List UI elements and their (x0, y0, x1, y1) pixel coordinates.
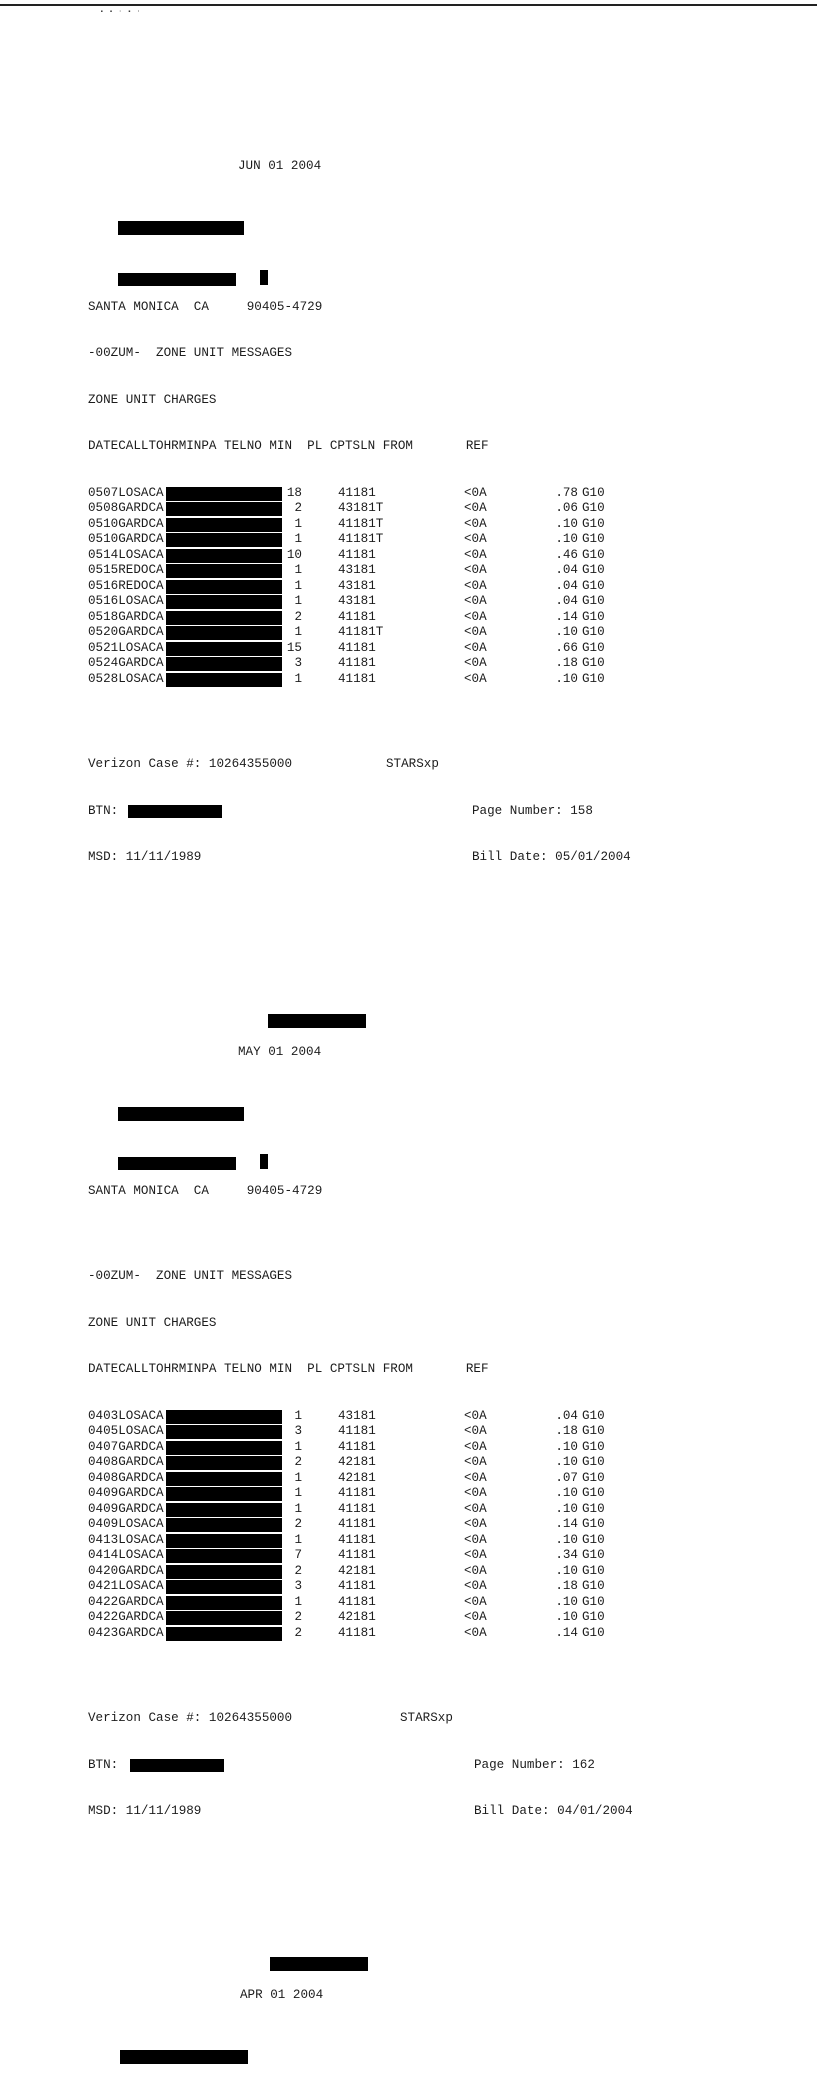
row-class: G10 (582, 1439, 605, 1454)
system-name: STARSxp (386, 757, 439, 771)
row-class: G10 (582, 563, 605, 577)
row-minutes: 2 (294, 1625, 302, 1640)
row-amount: .18 (555, 656, 578, 670)
row-cptsln: 42181 (338, 1610, 376, 1624)
row-ref: <0A (464, 1439, 487, 1454)
row-minutes: 1 (294, 671, 302, 686)
row-class: G10 (582, 1625, 605, 1640)
row-amount: .34 (555, 1548, 578, 1562)
row-ref: <0A (464, 594, 487, 608)
table-row (88, 594, 808, 610)
row-code: 0518GARDCA (88, 609, 164, 624)
row-ref: <0A (464, 516, 487, 531)
row-code: 0409LOSACA (88, 1517, 164, 1531)
row-ref: <0A (464, 532, 487, 546)
row-class: G10 (582, 1563, 605, 1578)
section3-date: APR 01 2004 (240, 1988, 324, 2002)
row-class: G10 (582, 594, 605, 608)
section1-columns: DATECALLTOHRMINPA TELNO MIN PL CPTSLN FROM REF (88, 439, 489, 453)
row-code: 0413LOSACA (88, 1532, 164, 1547)
redacted-address (118, 273, 236, 286)
section2-date: MAY 01 2004 (238, 1045, 322, 1059)
row-minutes: 1 (294, 1501, 302, 1516)
row-class: G10 (582, 1486, 605, 1500)
row-amount: .07 (555, 1470, 578, 1485)
row-amount: .18 (555, 1424, 578, 1438)
redacted-telno (166, 1456, 282, 1470)
redacted-telno (166, 1611, 282, 1625)
case-number: Verizon Case #: 10264355000 (88, 757, 293, 771)
row-cptsln: 41181T (338, 516, 384, 531)
row-code: 0516REDOCA (88, 578, 164, 593)
row-amount: .78 (555, 485, 578, 500)
row-amount: .18 (555, 1579, 578, 1593)
redacted-telno (166, 1549, 282, 1563)
table-row (88, 1455, 808, 1471)
redacted-telno (166, 564, 282, 578)
top-edge-line (0, 4, 817, 6)
row-minutes: 3 (294, 1579, 302, 1593)
row-amount: .14 (555, 1625, 578, 1640)
redacted-telno (166, 1627, 282, 1641)
row-amount: .14 (555, 609, 578, 624)
row-code: 0515REDOCA (88, 563, 164, 577)
row-amount: .10 (555, 516, 578, 531)
row-amount: .14 (555, 1517, 578, 1531)
row-ref: <0A (464, 1408, 487, 1423)
table-row (88, 1610, 808, 1626)
section2-header2: ZONE UNIT CHARGES (88, 1315, 217, 1330)
row-cptsln: 41181 (338, 640, 376, 655)
row-code: 0514LOSACA (88, 547, 164, 562)
redacted-telno (166, 1534, 282, 1548)
row-class: G10 (582, 609, 605, 624)
row-minutes: 1 (294, 1486, 302, 1500)
btn-label: BTN: (88, 1757, 119, 1772)
billing-page (88, 97, 808, 2066)
row-class: G10 (582, 547, 605, 562)
table-row (88, 563, 808, 579)
page-number: Page Number: 162 (474, 1757, 595, 1772)
redacted-telno (166, 1441, 282, 1455)
row-minutes: 2 (294, 1455, 302, 1469)
row-minutes: 1 (294, 594, 302, 608)
section1-footer-row3 (88, 850, 808, 866)
row-minutes: 1 (294, 1594, 302, 1609)
row-code: 0423GARDCA (88, 1625, 164, 1640)
row-cptsln: 41181 (338, 1439, 376, 1454)
btn-label: BTN: (88, 803, 119, 818)
row-code: 0422GARDCA (88, 1610, 164, 1624)
table-row (88, 1471, 808, 1487)
row-ref: <0A (464, 563, 487, 577)
table-row (88, 1424, 808, 1440)
page-number: Page Number: 158 (472, 803, 593, 818)
redacted-telno (166, 1596, 282, 1610)
redacted-telno (166, 611, 282, 625)
table-row (88, 672, 808, 688)
redacted-telno (166, 642, 282, 656)
row-minutes: 2 (294, 1563, 302, 1578)
table-row (88, 1517, 808, 1533)
row-code: 0421LOSACA (88, 1579, 164, 1593)
scan-specks: ▪ ▪ · ▪ · (100, 8, 142, 15)
table-row (88, 501, 808, 517)
redacted-btn (128, 805, 222, 818)
row-code: 0408GARDCA (88, 1455, 164, 1469)
row-ref: <0A (464, 1594, 487, 1609)
table-row (88, 579, 808, 595)
row-minutes: 2 (294, 1610, 302, 1624)
row-amount: .66 (555, 640, 578, 655)
row-class: G10 (582, 1455, 605, 1469)
section2-columns: DATECALLTOHRMINPA TELNO MIN PL CPTSLN FROM REF (88, 1362, 489, 1376)
row-cptsln: 41181 (338, 1594, 376, 1609)
section2-footer-row2 (88, 1758, 808, 1774)
row-class: G10 (582, 1501, 605, 1516)
row-code: 0516LOSACA (88, 594, 164, 608)
table-row (88, 610, 808, 626)
row-class: G10 (582, 1517, 605, 1531)
row-class: G10 (582, 1594, 605, 1609)
row-class: G10 (582, 640, 605, 655)
row-amount: .10 (555, 1439, 578, 1454)
row-minutes: 1 (294, 1532, 302, 1547)
row-minutes: 3 (294, 1424, 302, 1438)
redacted-telno (166, 1503, 282, 1517)
redacted-telno (166, 1565, 282, 1579)
redacted-name (118, 1107, 244, 1121)
redacted-telno (166, 1410, 282, 1424)
row-amount: .10 (555, 671, 578, 686)
row-minutes: 2 (294, 609, 302, 624)
section1-date: JUN 01 2004 (238, 159, 322, 173)
row-class: G10 (582, 578, 605, 593)
row-amount: .10 (555, 1501, 578, 1516)
row-class: G10 (582, 1470, 605, 1485)
row-ref: <0A (464, 1610, 487, 1624)
row-minutes: 3 (294, 656, 302, 670)
row-cptsln: 41181 (338, 1579, 376, 1593)
row-code: 0420GARDCA (88, 1563, 164, 1578)
table-row (88, 625, 808, 641)
row-code: 0528LOSACA (88, 671, 164, 686)
row-class: G10 (582, 625, 605, 639)
row-code: 0510GARDCA (88, 532, 164, 546)
row-cptsln: 41181 (338, 609, 376, 624)
section1-header1: -00ZUM- ZONE UNIT MESSAGES (88, 346, 293, 360)
bill-date: Bill Date: 05/01/2004 (472, 850, 631, 864)
row-cptsln: 42181 (338, 1563, 376, 1578)
row-amount: .04 (555, 578, 578, 593)
redacted-telno (166, 1518, 282, 1532)
row-cptsln: 41181T (338, 625, 384, 639)
row-ref: <0A (464, 1625, 487, 1640)
row-ref: <0A (464, 1517, 487, 1531)
row-ref: <0A (464, 1424, 487, 1438)
row-code: 0408GARDCA (88, 1470, 164, 1485)
section2-table (88, 1409, 808, 1642)
row-amount: .10 (555, 532, 578, 546)
row-minutes: 2 (294, 501, 302, 515)
row-code: 0508GARDCA (88, 501, 164, 515)
section1-table (88, 486, 808, 688)
row-amount: .06 (555, 501, 578, 515)
redacted-telno (166, 502, 282, 516)
row-ref: <0A (464, 1532, 487, 1547)
row-code: 0414LOSACA (88, 1548, 164, 1562)
row-class: G10 (582, 656, 605, 670)
row-cptsln: 43181 (338, 563, 376, 577)
section1-address: SANTA MONICA CA 90405-4729 (88, 299, 323, 314)
row-amount: .10 (555, 1532, 578, 1547)
row-minutes: 10 (286, 547, 302, 562)
redacted-telno (166, 487, 282, 501)
table-row (88, 1595, 808, 1611)
row-cptsln: 42181 (338, 1470, 376, 1485)
table-row (88, 548, 808, 564)
row-ref: <0A (464, 1563, 487, 1578)
system-name: STARSxp (400, 1711, 453, 1725)
table-row (88, 1533, 808, 1549)
row-ref: <0A (464, 625, 487, 639)
section2-address: SANTA MONICA CA 90405-4729 (88, 1183, 323, 1198)
row-class: G10 (582, 516, 605, 531)
row-cptsln: 41181 (338, 671, 376, 686)
row-class: G10 (582, 485, 605, 500)
row-code: 0403LOSACA (88, 1408, 164, 1423)
redacted-mark (260, 270, 268, 285)
row-code: 0524GARDCA (88, 656, 164, 670)
row-class: G10 (582, 1610, 605, 1624)
row-ref: <0A (464, 1548, 487, 1562)
row-cptsln: 41181 (338, 1517, 376, 1531)
row-cptsln: 41181 (338, 1625, 376, 1640)
row-ref: <0A (464, 609, 487, 624)
section2-footer-row3 (88, 1804, 808, 1820)
row-amount: .46 (555, 547, 578, 562)
row-amount: .10 (555, 1455, 578, 1469)
row-ref: <0A (464, 1486, 487, 1500)
redacted-name (118, 221, 244, 235)
row-cptsln: 42181 (338, 1455, 376, 1469)
row-ref: <0A (464, 640, 487, 655)
row-minutes: 2 (294, 1517, 302, 1531)
row-minutes: 1 (294, 1470, 302, 1485)
row-cptsln: 41181 (338, 1548, 376, 1562)
row-amount: .04 (555, 594, 578, 608)
row-ref: <0A (464, 578, 487, 593)
row-class: G10 (582, 671, 605, 686)
row-ref: <0A (464, 1579, 487, 1593)
row-code: 0510GARDCA (88, 516, 164, 531)
row-amount: .10 (555, 1486, 578, 1500)
row-cptsln: 43181 (338, 1408, 376, 1423)
row-minutes: 1 (294, 563, 302, 577)
row-cptsln: 41181 (338, 1424, 376, 1438)
redacted-telno (166, 1472, 282, 1486)
table-row (88, 1626, 808, 1642)
row-cptsln: 41181 (338, 1501, 376, 1516)
section1-footer-row2 (88, 804, 808, 820)
table-row (88, 1440, 808, 1456)
table-row (88, 641, 808, 657)
row-cptsln: 43181 (338, 594, 376, 608)
row-minutes: 18 (286, 485, 302, 500)
redacted-telno (166, 657, 282, 671)
row-cptsln: 41181 (338, 1486, 376, 1500)
row-ref: <0A (464, 1455, 487, 1469)
row-amount: .04 (555, 1408, 578, 1423)
msd: MSD: 11/11/1989 (88, 850, 202, 864)
table-row (88, 1409, 808, 1425)
row-minutes: 15 (286, 640, 302, 655)
redacted-btn (130, 1759, 224, 1772)
section1-header2: ZONE UNIT CHARGES (88, 392, 217, 407)
row-code: 0409GARDCA (88, 1486, 164, 1500)
redacted-telno (166, 533, 282, 547)
row-code: 0405LOSACA (88, 1424, 164, 1438)
row-amount: .10 (555, 1563, 578, 1578)
row-code: 0422GARDCA (88, 1594, 164, 1609)
row-code: 0521LOSACA (88, 640, 164, 655)
row-amount: .10 (555, 1610, 578, 1624)
row-minutes: 1 (294, 1439, 302, 1454)
row-cptsln: 41181T (338, 532, 384, 546)
row-cptsln: 41181 (338, 1532, 376, 1547)
redacted-telno (166, 1580, 282, 1594)
row-code: 0520GARDCA (88, 625, 164, 639)
table-row (88, 532, 808, 548)
table-row (88, 656, 808, 672)
case-number: Verizon Case #: 10264355000 (88, 1711, 293, 1725)
row-minutes: 1 (294, 1408, 302, 1423)
redacted-telno (166, 595, 282, 609)
row-ref: <0A (464, 1470, 487, 1485)
row-cptsln: 43181T (338, 501, 384, 515)
redacted-name (270, 1957, 368, 1971)
redacted-telno (166, 1425, 282, 1439)
redacted-telno (166, 518, 282, 532)
table-row (88, 1579, 808, 1595)
table-row (88, 1486, 808, 1502)
row-class: G10 (582, 1424, 605, 1438)
row-class: G10 (582, 1579, 605, 1593)
section1-footer-row1 (88, 757, 808, 773)
row-minutes: 1 (294, 532, 302, 546)
row-class: G10 (582, 1548, 605, 1562)
redacted-address (118, 1157, 236, 1170)
row-amount: .04 (555, 563, 578, 577)
row-ref: <0A (464, 501, 487, 515)
row-ref: <0A (464, 656, 487, 670)
row-amount: .10 (555, 1594, 578, 1609)
row-ref: <0A (464, 547, 487, 562)
row-ref: <0A (464, 485, 487, 500)
row-minutes: 1 (294, 516, 302, 531)
redacted-telno (166, 673, 282, 687)
table-row (88, 1548, 808, 1564)
redacted-mark (260, 1154, 268, 1169)
row-minutes: 7 (294, 1548, 302, 1562)
row-minutes: 1 (294, 625, 302, 639)
msd: MSD: 11/11/1989 (88, 1804, 202, 1818)
table-row (88, 486, 808, 502)
row-code: 0507LOSACA (88, 485, 164, 500)
redacted-telno (166, 626, 282, 640)
row-ref: <0A (464, 671, 487, 686)
redacted-name (120, 2050, 248, 2064)
bill-date: Bill Date: 04/01/2004 (474, 1804, 633, 1818)
redacted-name (268, 1014, 366, 1028)
row-minutes: 1 (294, 578, 302, 593)
section2-header1: -00ZUM- ZONE UNIT MESSAGES (88, 1269, 293, 1283)
row-cptsln: 41181 (338, 485, 376, 500)
row-class: G10 (582, 532, 605, 546)
row-class: G10 (582, 1408, 605, 1423)
row-cptsln: 41181 (338, 547, 376, 562)
row-class: G10 (582, 501, 605, 515)
redacted-telno (166, 1487, 282, 1501)
table-row (88, 1564, 808, 1580)
redacted-telno (166, 580, 282, 594)
redacted-telno (166, 549, 282, 563)
row-cptsln: 41181 (338, 656, 376, 670)
row-code: 0409GARDCA (88, 1501, 164, 1516)
row-code: 0407GARDCA (88, 1439, 164, 1454)
row-ref: <0A (464, 1501, 487, 1516)
section2-footer-row1 (88, 1711, 808, 1727)
table-row (88, 517, 808, 533)
table-row (88, 1502, 808, 1518)
row-class: G10 (582, 1532, 605, 1547)
row-amount: .10 (555, 625, 578, 639)
row-cptsln: 43181 (338, 578, 376, 593)
